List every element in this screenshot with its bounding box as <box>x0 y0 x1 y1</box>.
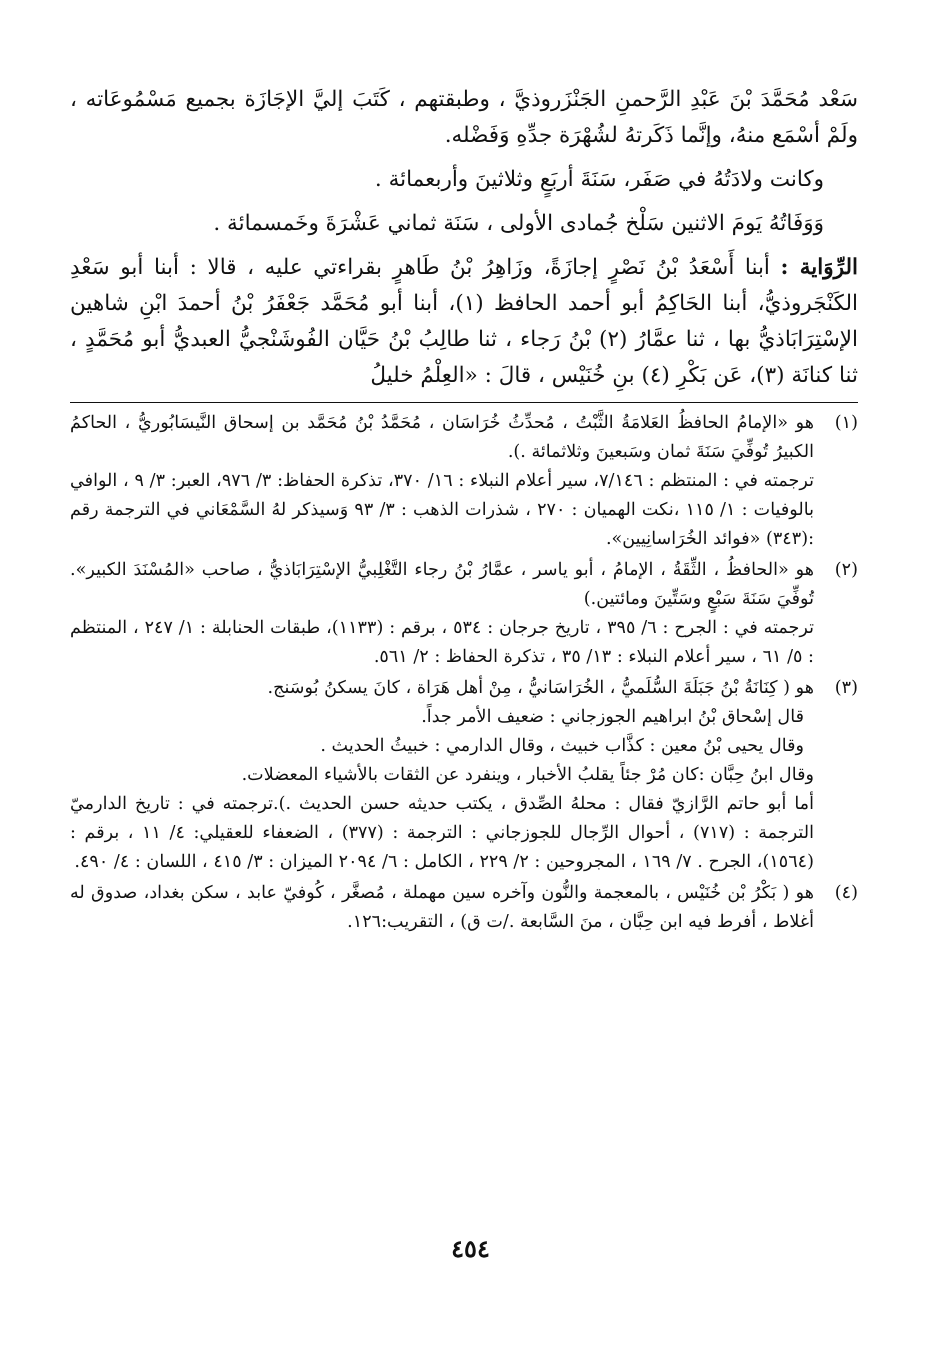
footnote-body <box>70 409 814 554</box>
footnote-line: قال إسْحاق بْنُ ابراهيم الجوزجاني : ضعيف الأمر جداً. <box>421 707 804 727</box>
footnote-divider <box>70 402 858 403</box>
riwaya-heading: الرِّوَاية : <box>780 255 858 280</box>
riwaya-text: أبنا أَسْعَدُ بْنُ نَصْرٍ إجازَةً، وزَاهِرُ بْنُ طَاهرٍ بقراءتي عليه ، قالا : أبنا أبو سَعْدِ الكَنْجَروذيُّ، أبنا الحَاكِمُ أبو أحمد الحافظ (١)، أبنا أبو مُحَمَّد جَعْفَرُ بْنُ أحمدَ ابْنِ شاهين الإسْتِرَابَاذيُّ بها ، ثنا عمَّارُ (٢) بْنُ رَجاء ، ثنا طالِبُ بْنُ حَيَّان الفُوشَنْجيُّ العبديُّ أبو مُحَمَّدٍ ، ثنا كنانَة (٣)، عَن بَكْرِ (٤) بنِ خُنَيْس ، قالَ : «العِلْمُ خليلُ <box>70 255 859 388</box>
paragraph-1: سَعْد مُحَمَّدَ بْنَ عَبْدِ الرَّحمنِ الجَنْزَروذيَّ ، وطبقتهم ، كَتَبَ إليَّ الإجَازَة بجميع مَسْمُوعَاته ، ولَمْ أسْمَع منهُ، وإنَّما ذَكَرتهُ لشُهْرَة جدِّهِ وَفَضْله. <box>70 87 858 148</box>
book-page <box>70 82 858 937</box>
footnote-line: أما أبو حاتم الرَّازيّ فقال : محلهُ الصِّدق ، يكتب حديثه حسن الحديث .).ترجمته في : تاريخ الدارميّ الترجمة : (٧١٧) ، أحوال الرِّجال للجوزجاني : الترجمة : (٣٧٧) ، الضعفاء للعقيلي: ٤/ ١١ ، برقم : (١٥٦٤)، الجرح . ٧/ ١٦٩ ، المجروحين : ٢/ ٢٢٩ ، الكامل : ٦/ ٢٠٩٤ الميزان : ٣/ ٤١٥ ، اللسان : ٤/ ٤٩٠. <box>70 794 814 872</box>
footnote-line: هو «الإمامُ الحافظُ العَلامَةُ الثَّبْتُ ، مُحدِّثُ خُرَاسَان ، مُحَمَّدُ بْنُ مُحَمَّد بن إسحاق النَّيسَابُوريُّ ، الحاكمُ الكبيرُ تُوفِّيَ سَنَةَ ثمان وسَبعينَ وثلاثمائة .). <box>70 413 814 462</box>
footnote-number: (٤) <box>834 883 858 903</box>
footnote-number: (٣) <box>834 678 858 698</box>
footnote-line: وقال ابنُ حِبَّان :كان مُرْ جئاً يقلبُ الأخبار ، وينفرد عن الثقات بالأشياء المعضلات. <box>241 765 814 785</box>
footnote-4 <box>70 879 858 937</box>
footnote-line: ترجمته في : المنتظم : ٧/١٤٦، سير أعلام النبلاء : ١٦/ ٣٧٠، تذكرة الحفاظ: ٣/ ٩٧٦، العبر: ٣/ ٩ ، الوافي بالوفيات : ١/ ١١٥ ،نكت الهميان : ٢٧٠ ، شذرات الذهب : ٣/ ٩٣ وَسيذكر لهُ السَّمْعَاني في الترجمة رقم :(٣٤٣) «فوائد الخُرَاسانِيين». <box>70 471 814 549</box>
paragraph-riwaya <box>70 250 858 394</box>
page-number: ٤٥٤ <box>451 1234 490 1263</box>
footnote-number: (٢) <box>834 560 858 580</box>
footnote-line: هو ( كِنَانَةُ بْنُ جَبَلَةَ السُّلَميُّ ، الخُرَاسَانيُّ ، مِنْ أهل هَرَاة ، كانَ يسكنُ بُوسَنج. <box>267 678 814 698</box>
footnote-line: هو ( بَكْرُ بْن خُنَيْس ، بالمعجمة والنُّون وآخره سين مهملة ، مُصغَّر ، كُوفيّ عابد ، سكن بغداد، صدوق له أغلاط ، أفرط فيه ابن حِبَّان ، منَ السَّابعة ./ت ق) ، التقريب:١٢٦. <box>70 883 814 932</box>
footnotes <box>70 409 858 937</box>
footnote-body <box>70 674 814 877</box>
footnote-3 <box>70 674 858 877</box>
footnote-body <box>70 879 814 937</box>
main-text <box>70 82 858 394</box>
footnote-body <box>70 556 814 672</box>
footnote-1 <box>70 409 858 554</box>
footnote-line: هو «الحافظُ ، الثِّقَةُ ، الإمامُ ، أبو ياسر ، عمَّارُ بْنُ رجاء التَّغْلِبيُّ الإسْتِرَابَاذيُّ ، صاحب «المُسْنَدَ الكبير». تُوفِّيَ سَنَةَ سَبْعٍ وسَتِّينَ ومائتين.) <box>70 560 814 609</box>
paragraph-birth: وكانت ولادَتُهُ في صَفَر، سَنَةَ أربَعٍ وثلاثينَ وأربعمائة . <box>374 167 824 192</box>
footnote-2 <box>70 556 858 672</box>
footnote-number: (١) <box>834 413 858 433</box>
footnote-line: ترجمته في : الجرح : ٦/ ٣٩٥ ، تاريخ جرجان : ٥٣٤ ، برقم : (١١٣٣)، طبقات الحنابلة : ١/ ٢٤٧ ، المنتظم : ٥/ ٦١ ، سير أعلام النبلاء : ١٣/ ٣٥ ، تذكرة الحفاظ : ٢/ ٥٦١. <box>70 618 814 667</box>
paragraph-death: وَوَفَاتُهُ يَومَ الاثنين سَلْخ جُمادى الأولى ، سَنَة ثماني عَشْرَةَ وخَمسمائة . <box>213 211 824 236</box>
footnote-line: وقال يحيى بْنُ معين : كذَّاب خبيث ، وقال الدارمي : خبيثُ الحديث . <box>320 736 804 756</box>
